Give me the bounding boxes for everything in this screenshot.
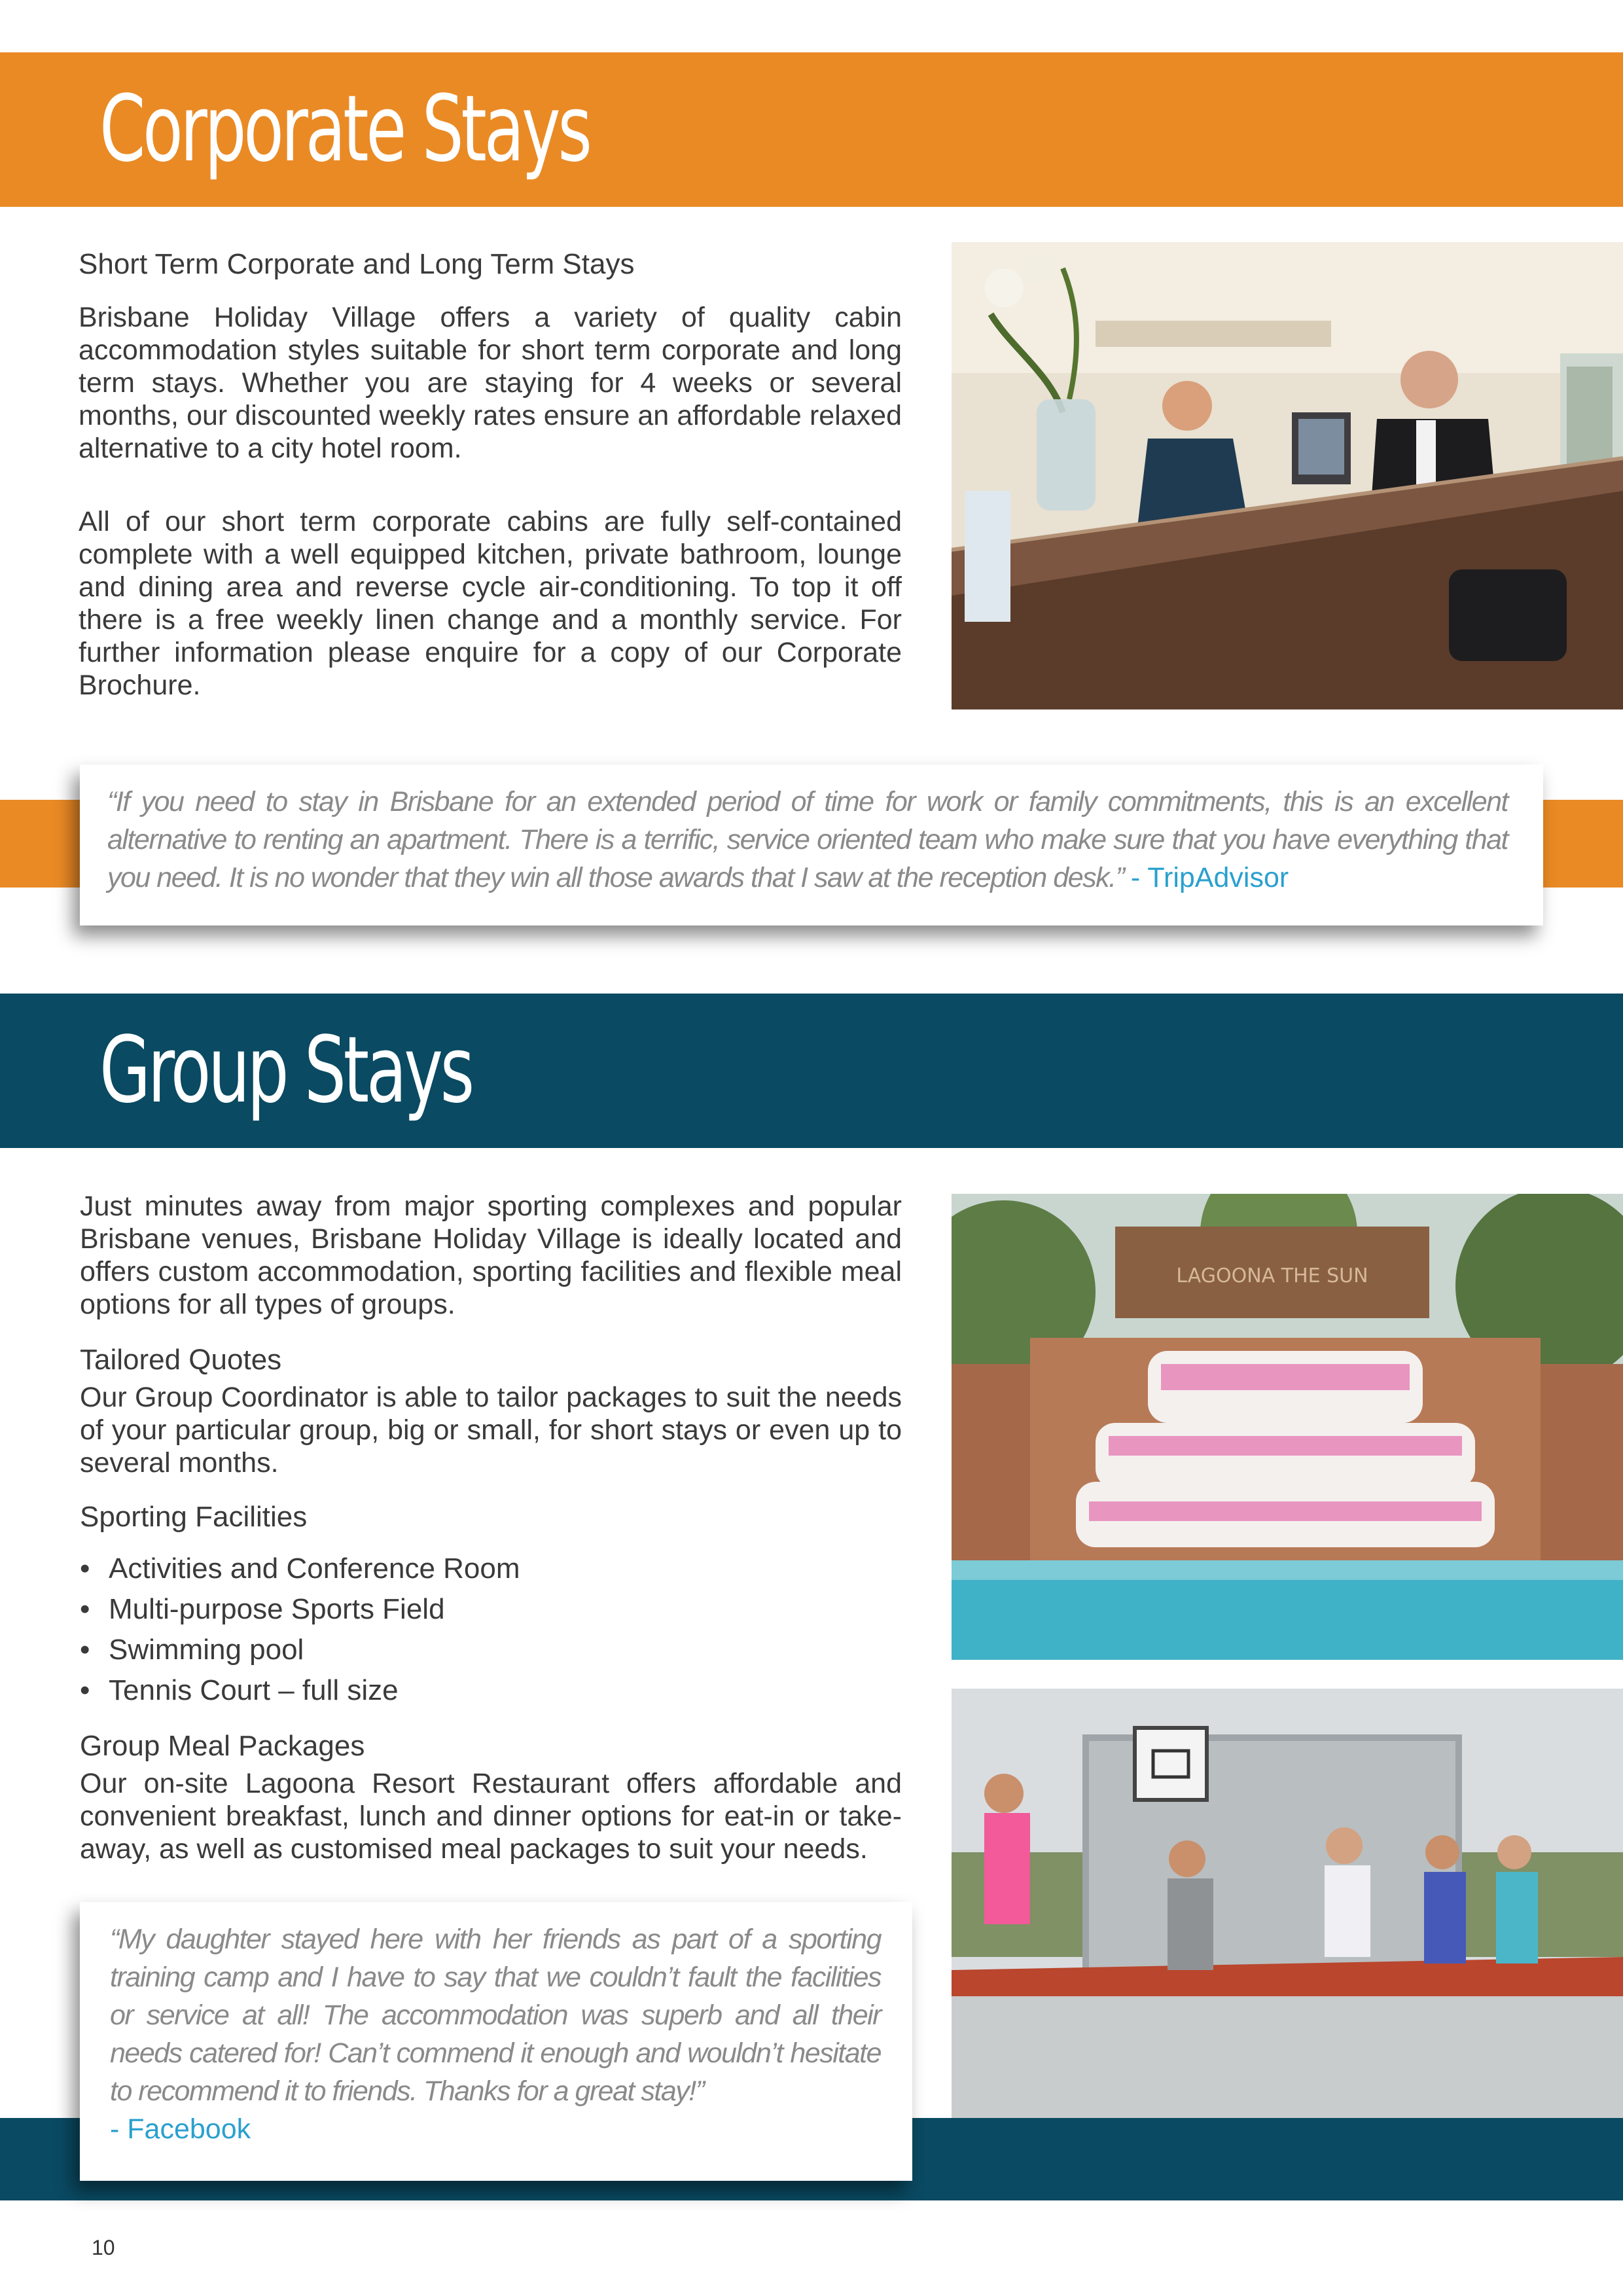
corporate-header-band bbox=[0, 52, 1623, 207]
tripadvisor-source-link[interactable]: - TripAdvisor bbox=[1130, 862, 1289, 893]
corporate-testimonial-box bbox=[80, 764, 1543, 925]
group-photo-pool bbox=[952, 1194, 1623, 1660]
group-testimonial bbox=[110, 1920, 881, 2148]
facilities-list bbox=[80, 1549, 520, 1711]
page-number: 10 bbox=[92, 2236, 115, 2259]
list-item: • Activities and Conference Room bbox=[80, 1552, 520, 1585]
corporate-testimonial-text: “If you need to stay in Brisbane for an extended period of time for work or family commitments, this is an excellent alternative to renting an apartment. There is a terrific, service oriented team who make sure that you have everything that you need. It is no wonder that they win all those awards that I saw at the reception desk.” bbox=[107, 786, 1508, 893]
corporate-paragraph-1: Brisbane Holiday Village offers a variety of quality cabin accommodation styles suitable for short term corporate and long term stays. Whether you are staying for 4 weeks or several months, our discounted weekly rates ensure an affordable relaxed alternative to a city hotel room. bbox=[79, 302, 902, 464]
meal-packages-body: Our on-site Lagoona Resort Restaurant offers affordable and convenient breakfast, lunch and dinner options for eat-in or take-away, as well as customised meal packages to suit your needs. bbox=[80, 1768, 902, 1865]
reception-desk-photo bbox=[952, 242, 1623, 709]
corporate-testimonial bbox=[107, 783, 1508, 897]
sporting-facilities-heading: Sporting Facilities bbox=[80, 1501, 308, 1533]
corporate-subhead: Short Term Corporate and Long Term Stays bbox=[79, 248, 635, 280]
tailored-quotes-heading: Tailored Quotes bbox=[80, 1344, 282, 1376]
list-item: • Swimming pool bbox=[80, 1634, 304, 1666]
corporate-paragraph-2: All of our short term corporate cabins are fully self-contained complete with a well equipped kitchen, private bathroom, lounge and dining area and reverse cycle air-conditioning. To top it off there is a free weekly linen change and a monthly service. For further information please enquire for a copy of our Corporate Brochure. bbox=[79, 506, 902, 701]
group-testimonial-text: “My daughter stayed here with her friends as part of a sporting training camp and I have to say that we couldn’t fault the facilities or service at all! The accommodation was superb and all their needs catered for! Can’t commend it enough and wouldn’t hesitate to recommend it to friends. Thanks for a great stay!” bbox=[110, 1924, 881, 2107]
group-photo-stretching bbox=[952, 1689, 1623, 2155]
group-header-band bbox=[0, 994, 1623, 1148]
group-testimonial-box bbox=[80, 1902, 912, 2181]
group-intro: Just minutes away from major sporting complexes and popular Brisbane venues, Brisbane Holiday Village is ideally located and offers custom accommodation, sporting facilities and flexible meal options for all types of groups. bbox=[80, 1191, 902, 1320]
lagoona-sign-text: LAGOONA THE SUN bbox=[1176, 1265, 1368, 1287]
facebook-source-link[interactable]: - Facebook bbox=[110, 2113, 251, 2145]
meal-packages-heading: Group Meal Packages bbox=[80, 1730, 365, 1762]
list-item: • Multi-purpose Sports Field bbox=[80, 1593, 445, 1625]
list-item: • Tennis Court – full size bbox=[80, 1674, 399, 1706]
corporate-title: Corporate Stays bbox=[99, 76, 590, 183]
group-title: Group Stays bbox=[99, 1017, 472, 1124]
tailored-quotes-body: Our Group Coordinator is able to tailor packages to suit the needs of your particular group, big or small, for short stays or even up to several months. bbox=[80, 1382, 902, 1479]
